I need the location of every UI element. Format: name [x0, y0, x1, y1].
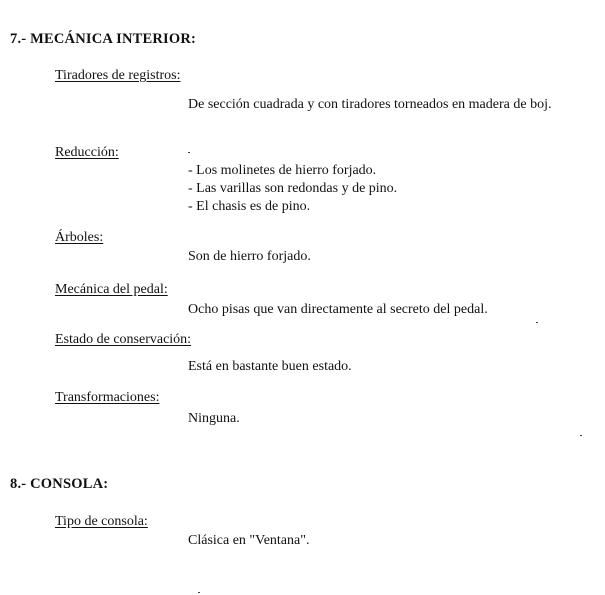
field-value-estado-conservacion: Está en bastante buen estado.: [188, 359, 352, 374]
field-value-reduccion-2: - Las varillas son redondas y de pino.: [188, 181, 398, 196]
field-label-mecanica-pedal: Mecánica del pedal:: [55, 282, 168, 297]
field-value-mecanica-pedal: Ocho pisas que van directamente al secreto del pedal.: [188, 302, 488, 317]
section-heading-consola: 8.- CONSOLA:: [10, 476, 109, 492]
scan-speck: [580, 435, 582, 436]
field-value-tipo-consola: Clásica en "Ventana".: [188, 533, 310, 548]
section-heading-mecanica-interior: 7.- MECÁNICA INTERIOR:: [10, 31, 197, 47]
field-label-tiradores: Tiradores de registros:: [55, 68, 181, 83]
field-label-transformaciones: Transformaciones:: [55, 390, 160, 405]
field-value-tiradores: De sección cuadrada y con tiradores torneados en madera de boj.: [188, 97, 552, 112]
field-value-reduccion-3: - El chasis es de pino.: [188, 199, 311, 214]
scan-speck: [198, 592, 200, 593]
field-label-reduccion: Reducción:: [55, 145, 119, 160]
scan-speck: [536, 322, 538, 323]
field-label-tipo-consola: Tipo de consola:: [55, 514, 148, 529]
scan-speck: [188, 152, 190, 153]
field-value-arboles: Son de hierro forjado.: [188, 249, 311, 264]
field-label-estado-conservacion: Estado de conservación:: [55, 332, 192, 347]
field-label-arboles: Árboles:: [55, 230, 104, 245]
field-value-transformaciones: Ninguna.: [188, 411, 240, 426]
field-value-reduccion-1: - Los molinetes de hierro forjado.: [188, 163, 377, 178]
